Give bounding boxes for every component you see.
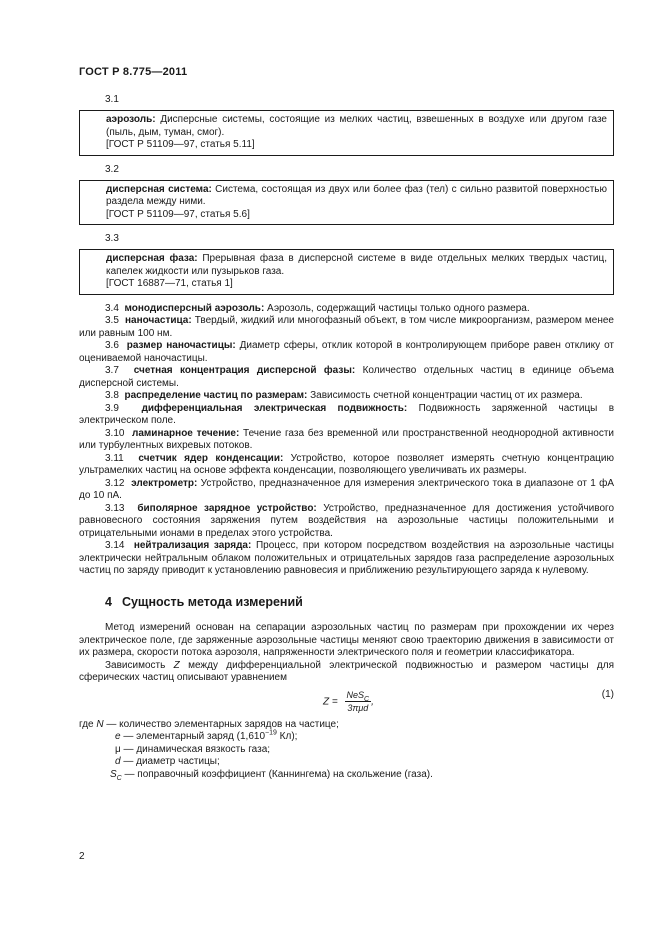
section-heading: 4 Сущность метода измерений <box>105 594 303 609</box>
term-definition: Диаметр сферы, отклик которой в контролирующем приборе равен отклику от оцениваемой наночастицы. <box>79 340 614 364</box>
term-definition: Процесс, при котором посредством воздействия на аэрозольные частицы электрически нейтральным облаком положительных и отрицательных зарядов газа распределение аэрозольных частиц по заряду приводит к установлению равновесия и приближению результирующего заряда к нулевому. <box>79 540 614 576</box>
term-title: счетная концентрация дисперсной фазы: <box>133 365 356 376</box>
term-title: размер наночастицы: <box>126 340 236 351</box>
term-definition: Количество отдельных частиц в единице объема дисперсной системы. <box>79 365 614 389</box>
where-item: e — элементарный заряд ($1,610^{-19}$ Кл); <box>115 729 298 742</box>
where-item: где N — количество элементарных зарядов на частице; <box>79 718 339 730</box>
term-3-7: 3.7 счетная концентрация дисперсной фазы: Количество отдельных частиц в единице объема дисперсной системы. <box>79 365 614 389</box>
term-definition: Устройство, которое позволяет измерять счетную концентрацию ультрамелких частиц на основе эффекта конденсации, позволяющего увеличивать их размеры. <box>79 452 614 476</box>
term-title: наночастица: <box>125 315 192 326</box>
term-definition: Система, состоящая из двух или более фаз (тел) с сильно развитой поверхностью раздела между ними. <box>106 183 607 207</box>
term-box <box>79 110 614 156</box>
page-header: ГОСТ Р 8.775—2011 <box>79 66 188 78</box>
term-definition: Дисперсные системы, состоящие из мелких частиц, взвешенных в воздухе или другом газе (пыль, дым, туман, смог). <box>106 114 607 138</box>
where-item: d — диаметр частицы; <box>115 756 220 767</box>
term-3-12: 3.12 электрометр: Устройство, предназначенное для измерения электрического тока в диапазоне от 1 фА до 10 пА. <box>79 477 615 501</box>
content-area <box>79 94 614 781</box>
page-number: 2 <box>79 851 85 862</box>
where-item: μ — динамическая вязкость газа; <box>115 743 271 755</box>
term-3-8: 3.8 распределение частиц по размерам: Зависимость счетной концентрации частиц от их размера. <box>105 390 583 401</box>
formula-fraction: $\frac{NeS_C}{\text{3πμd}}$ <box>346 689 370 713</box>
where-item: $S_C$ — поправочный коэффициент (Каннингема) на скольжение (газа). <box>110 768 433 782</box>
equation-number: (1) <box>601 688 614 700</box>
term-title: дисперсная система: <box>106 183 212 195</box>
term-definition: Подвижность заряженной частицы в электрическом поле. <box>79 402 615 426</box>
term-definition: Устройство, предназначенное для достижения устойчивого равновесного состояния заряжения путем воздействия на аэрозольные частицы положительными и отрицательными ионами в пределах этого устройства. <box>79 502 614 539</box>
term-title: электрометр: <box>131 477 198 489</box>
term-definition: Течение газа без временной или пространственной неоднородной активности или турбулентных вихревых потоков. <box>79 427 614 451</box>
term-definition: Прерывная фаза в дисперсной системе в виде отдельных мелких твердых частиц, капелек жидкости или пузырьков газа. <box>106 253 607 277</box>
term-3-13: 3.13 биполярное зарядное устройство: Устройство, предназначенное для достижения устойчивого равновесного состояния заряжения путем воздействия на аэрозольные частицы положительными и отрицательными ионами в пределах этого устройства. <box>79 502 614 539</box>
term-3-11: 3.11 счетчик ядер конденсации: Устройство, которое позволяет измерять счетную концентрацию ультрамелких частиц на основе эффекта конденсации, позволяющего увеличивать их размеры. <box>79 452 614 476</box>
term-definition: Устройство, предназначенное для измерения электрического тока в диапазоне от 1 фА до 10 пА. <box>79 477 615 501</box>
boxed-term-3-3 <box>79 233 614 295</box>
term-reference: [ГОСТ Р 51109—97, статья 5.11] <box>106 139 255 150</box>
term-number: 3.1 <box>105 94 119 105</box>
term-number: 3.2 <box>105 163 119 175</box>
section-paragraph: Метод измерений основан на сепарации аэрозольных частиц по размерам при прохождении их через электрическое поле, где заряженные аэрозольные частицы меняют свою траекторию движения в зависимости от их размера, скорости потока аэрозоля, напряженности электрического поля и геометрии классификатора. <box>79 622 614 658</box>
term-3-9: 3.9 дифференциальная электрическая подвижность: Подвижность заряженной частицы в электрическом поле. <box>79 402 615 426</box>
boxed-term-3-1 <box>79 94 614 156</box>
term-reference: [ГОСТ Р 51109—97, статья 5.6] <box>106 208 250 220</box>
term-3-6: 3.6 размер наночастицы: Диаметр сферы, отклик которой в контролирующем приборе равен отклику от оцениваемой наночастицы. <box>79 340 614 364</box>
term-box <box>79 249 614 295</box>
term-title: биполярное зарядное устройство: <box>137 502 317 514</box>
term-3-5: 3.5 наночастица: Твердый, жидкий или многофазный объект, в том числе микроорганизм, размером менее или равным 100 нм. <box>79 315 614 339</box>
term-3-10: 3.10 ламинарное течение: Течение газа без временной или пространственной неоднородной активности или турбулентных вихревых потоков. <box>79 427 614 451</box>
formula-1 <box>79 687 614 713</box>
term-3-4: 3.4 монодисперсный аэрозоль: Аэрозоль, содержащий частицы только одного размера. <box>105 302 530 314</box>
term-title: ламинарное течение: <box>131 427 240 439</box>
formula-expression: Z = $\frac{NeS_C}{\text{3πμd}}$ , <box>323 689 374 713</box>
term-definition: Зависимость счетной концентрации частиц от их размера. <box>307 390 583 401</box>
term-title: счетчик ядер конденсации: <box>138 452 284 464</box>
section-paragraph: Зависимость Z между дифференциальной электрической подвижностью и размером частицы для сферических частиц описывают уравнением <box>79 659 614 683</box>
term-title: нейтрализация заряда: <box>133 540 252 551</box>
term-box <box>79 180 614 226</box>
term-title: распределение частиц по размерам: <box>124 390 308 401</box>
term-title: монодисперсный аэрозоль: <box>124 302 265 314</box>
term-definition: Твердый, жидкий или многофазный объект, в том числе микроорганизм, размером менее или равным 100 нм. <box>79 315 614 339</box>
term-definition: Аэрозоль, содержащий частицы только одного размера. <box>264 302 530 314</box>
term-number: 3.3 <box>105 233 119 244</box>
term-3-14: 3.14 нейтрализация заряда: Процесс, при котором посредством воздействия на аэрозольные частицы электрически нейтральным облаком положительных и отрицательных зарядов газа распределение аэрозольных частиц по заряду приводит к установлению равновесия и приближению результирующего заряда к нулевому. <box>79 540 614 576</box>
term-title: дисперсная фаза: <box>106 253 198 264</box>
term-title: дифференциальная электрическая подвижность: <box>141 402 408 414</box>
term-reference: [ГОСТ 16887—71, статья 1] <box>106 278 233 289</box>
boxed-term-3-2 <box>79 164 614 226</box>
term-title: аэрозоль: <box>106 114 156 125</box>
